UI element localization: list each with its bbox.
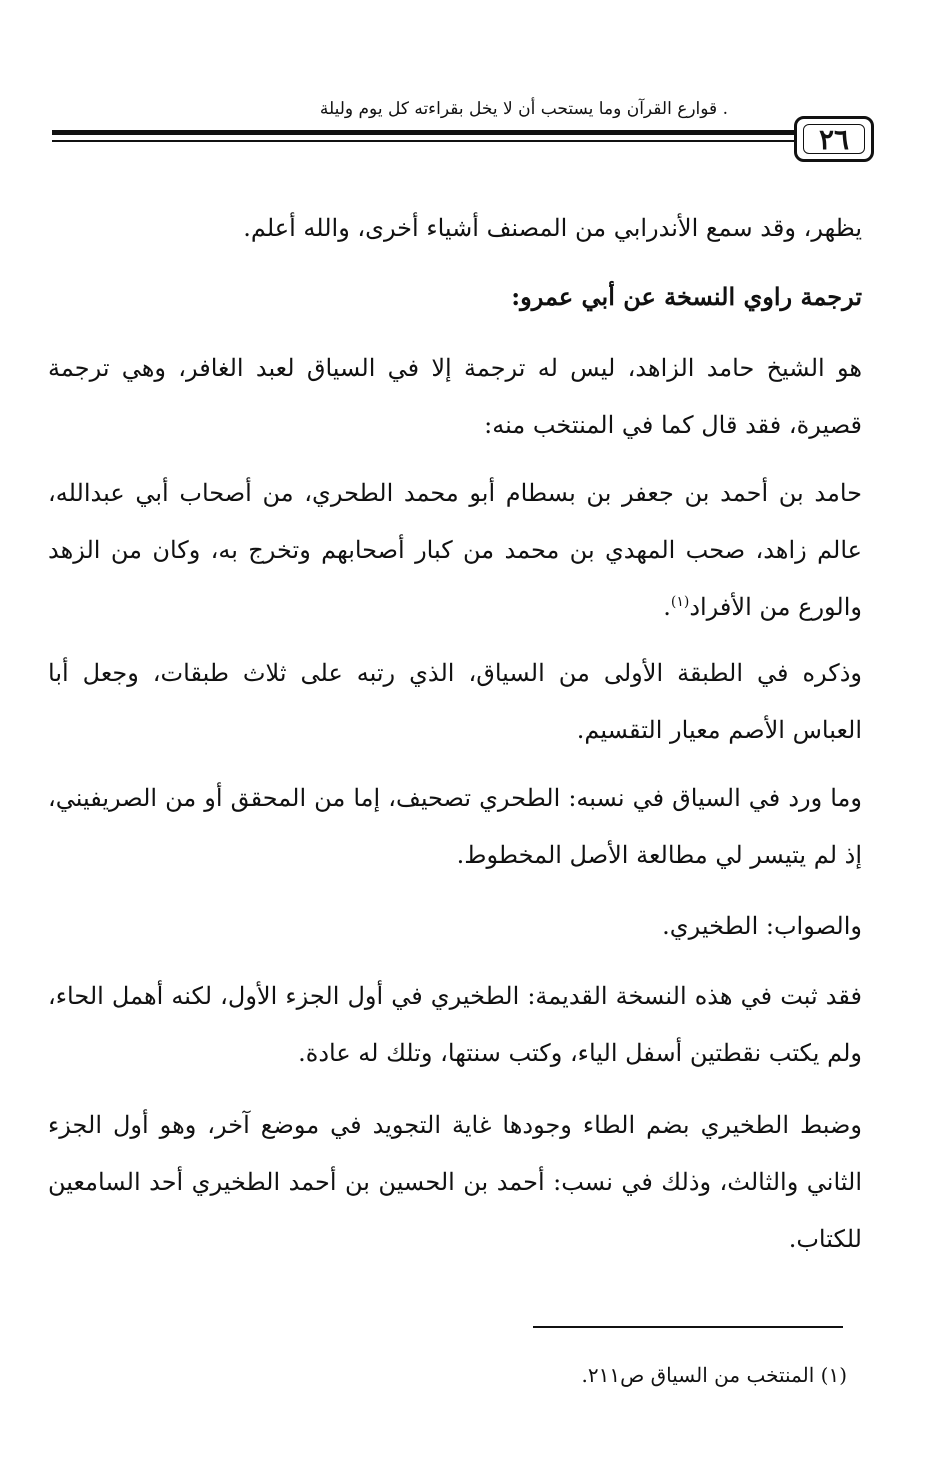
- footnote-reference: (١): [670, 594, 690, 610]
- page-number: ٢٦: [818, 122, 850, 156]
- paragraph-1: يظهر، وقد سمع الأندرابي من المصنف أشياء أخرى، والله أعلم.: [243, 214, 862, 242]
- header-rule-thin: [52, 140, 794, 142]
- running-header-title: . قوارع القرآن وما يستحب أن لا يخل بقراءته كل يوم وليلة: [319, 99, 728, 119]
- header-rule: [52, 130, 794, 135]
- paragraph-2: هو الشيخ حامد الزاهد، ليس له ترجمة إلا في السياق لعبد الغافر، وهي ترجمة قصيرة، فقد قال كما في المنتخب منه:: [48, 354, 862, 439]
- paragraph-3: [48, 465, 862, 636]
- footnote: (١) المنتخب من السياق ص٢١١.: [581, 1363, 847, 1387]
- paragraph-4: وذكره في الطبقة الأولى من السياق، الذي رتبه على ثلاث طبقات، وجعل أبا العباس الأصم معيار التقسيم.: [48, 659, 862, 744]
- paragraph-3-end: .: [663, 593, 671, 621]
- paragraph-6: والصواب: الطخيري.: [662, 912, 862, 940]
- section-heading: ترجمة راوي النسخة عن أبي عمرو:: [511, 282, 862, 311]
- paragraph-3-text: حامد بن أحمد بن جعفر بن بسطام أبو محمد الطحري، من أصحاب أبي عبدالله، عالم زاهد، صحب المهدي بن محمد من كبار أصحابهم وتخرج به، وكان من الزهد والورع من الأفراد: [48, 479, 863, 621]
- paragraph-7: فقد ثبت في هذه النسخة القديمة: الطخيري في أول الجزء الأول، لكنه أهمل الحاء، ولم يكتب نقطتين أسفل الياء، وكتب سنتها، وتلك له عادة.: [48, 982, 862, 1067]
- paragraph-8: وضبط الطخيري بضم الطاء وجودها غاية التجويد في موضع آخر، وهو أول الجزء الثاني والثالث، وذلك في نسب: أحمد بن الحسين بن أحمد الطخيري أحد السامعين للكتاب.: [48, 1111, 862, 1253]
- page-number-box: [794, 116, 874, 162]
- paragraph-5: وما ورد في السياق في نسبه: الطحري تصحيف، إما من المحقق أو من الصريفيني، إذ لم يتيسر لي مطالعة الأصل المخطوط.: [48, 784, 862, 869]
- footnote-separator: [533, 1326, 843, 1328]
